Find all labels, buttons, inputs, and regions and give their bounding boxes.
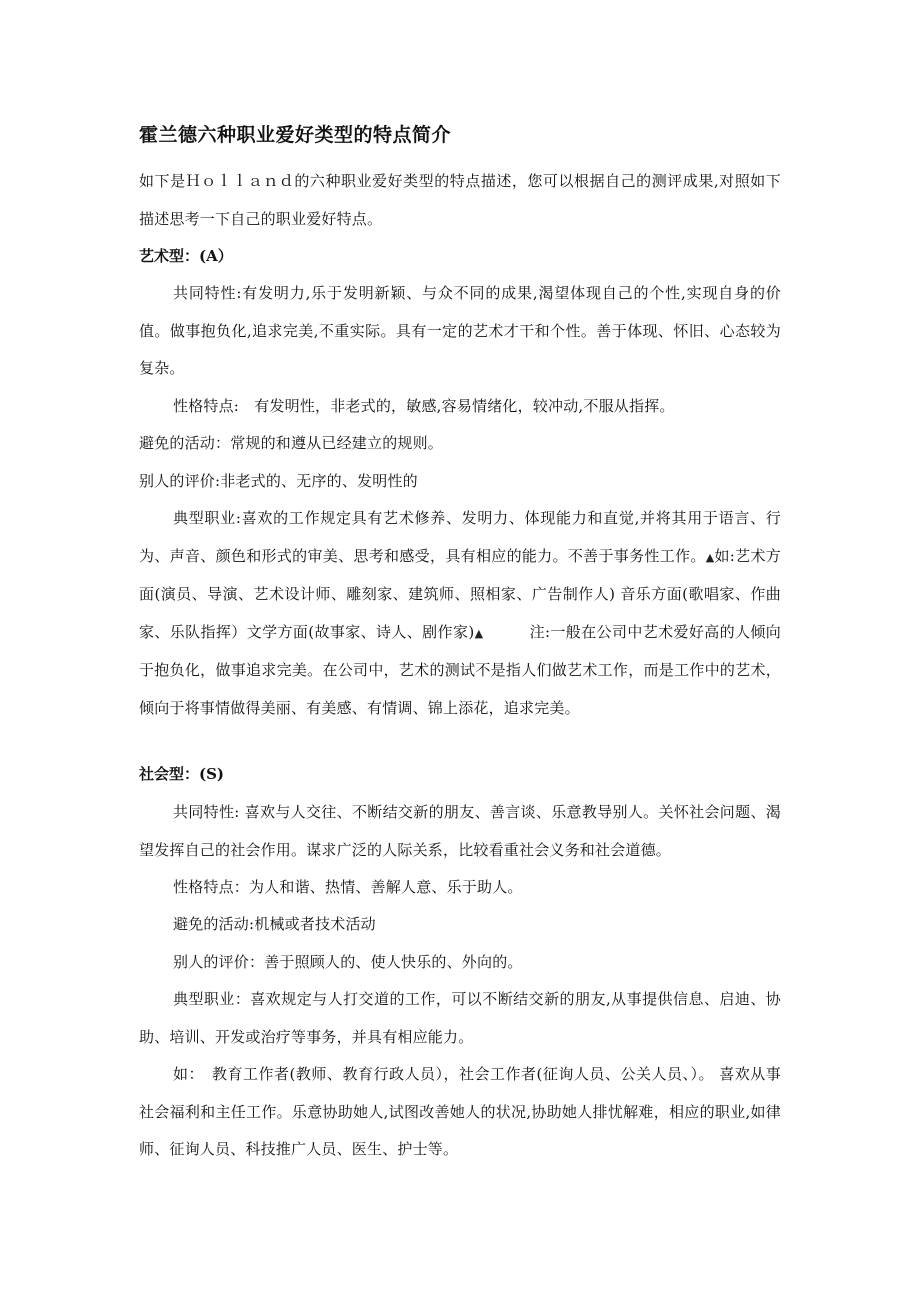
social-examples: 如： 教育工作者(教师、教育行政人员），社会工作者(征询人员、公关人员、）。 喜欢从事社会福利和主任工作。乐意协助她人,试图改善她人的状况,协助她人排忧解难，相应的职业,如律师、征询人员、科技推广人员、医生、护士等。 [139,1065,781,1158]
artistic-evaluation: 别人的评价:非老式的、无序的、发明性的 [139,472,418,490]
artistic-careers-note: 注:一般在公司中艺术爱好高的人倾向于抱负化，做事追求完美。在公司中，艺术的测试不是指人们做艺术工作，而是工作中的艺术，倾向于将事情做得美丽、有美感、有情调、锦上添花，追求完美。 [139,622,781,717]
artistic-personality: 性格特点: 有发明性，非老式的，敏感,容易情绪化，较冲动,不服从指挥。 [173,397,675,415]
intro-paragraph: 如下是Ｈｏｌｌａｎｄ的六种职业爱好类型的特点描述，您可以根据自己的测评成果,对照如下描述思考一下自己的职业爱好特点。 [139,172,781,228]
social-heading: 社会型：(S) [139,765,225,783]
artistic-careers-b: 如:艺术方面(演员、导演、艺术设计师、雕刻家、建筑师、照相家、广告制作人) 音乐方面(歌唱家、作曲家、乐队指挥）文学方面(故事家、诗人、剧作家) [139,546,781,641]
social-personality: 性格特点：为人和谐、热情、善解人意、乐于助人。 [173,878,523,896]
social-avoid: 避免的活动:机械或者技术活动 [173,915,376,933]
artistic-careers-a: 典型职业:喜欢的工作规定具有艺术修养、发明力、体现能力和直觉,并将其用于语言、行为、声音、颜色和形式的审美、思考和感受，具有相应的能力。不善于事务性工作。 [139,509,781,565]
artistic-avoid: 避免的活动：常规的和遵从已经建立的规则。 [139,434,444,452]
social-traits: 共同特性: 喜欢与人交往、不断结交新的朋友、善言谈、乐意教导别人。关怀社会问题、渴望发挥自己的社会作用。谋求广泛的人际关系，比较看重社会义务和社会道德。 [139,803,781,859]
triangle-mark-1: ▲ [705,550,715,564]
triangle-mark-2: ▲ [474,626,484,640]
social-evaluation: 别人的评价：善于照顾人的、使人快乐的、外向的。 [173,953,523,971]
document-title: 霍兰德六种职业爱好类型的特点简介 [139,124,452,146]
artistic-careers [139,500,781,727]
social-careers: 典型职业：喜欢规定与人打交道的工作，可以不断结交新的朋友,从事提供信息、启迪、协助、培训、开发或治疗等事务，并具有相应能力。 [139,990,781,1046]
artistic-traits: 共同特性:有发明力,乐于发明新颖、与众不同的成果,渴望体现自己的个性,实现自身的价值。做事抱负化,追求完美,不重实际。具有一定的艺术才干和个性。善于体现、怀旧、心态较为复杂。 [139,284,781,377]
artistic-heading: 艺术型：(A） [139,247,233,265]
